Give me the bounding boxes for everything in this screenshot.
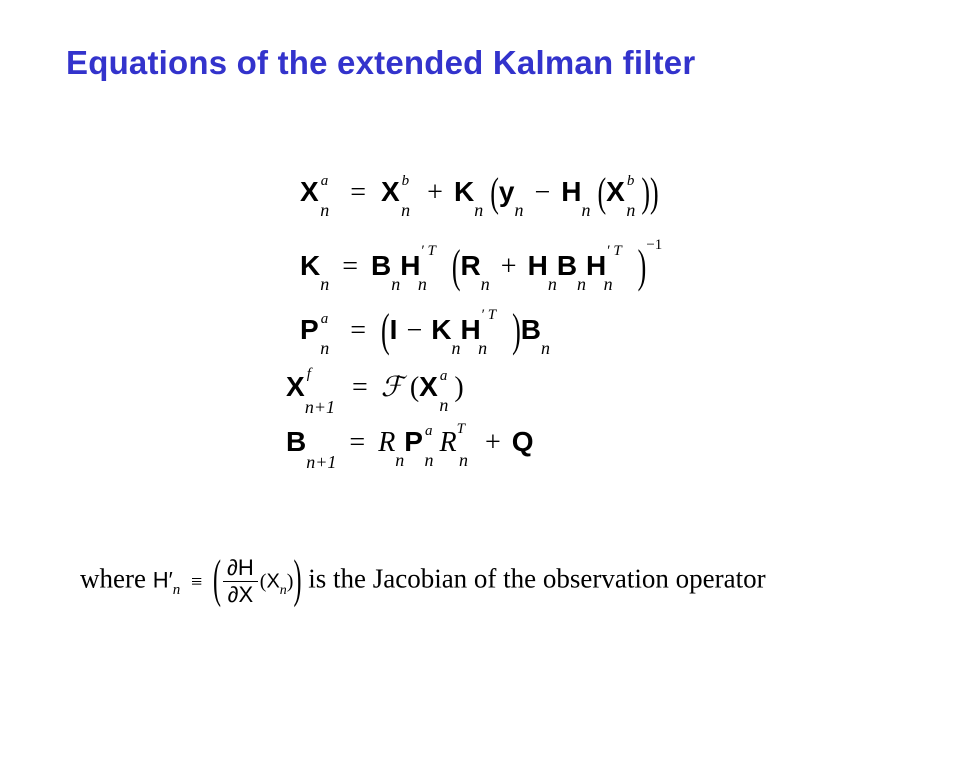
equiv-sign: ≡ bbox=[190, 570, 203, 593]
eq3-lhs: P bbox=[300, 314, 319, 345]
jacobian-symbol: H′ bbox=[152, 567, 173, 593]
equation-analysis-state: X $^a_n$ = X $^b_n + K_n$ ($y_n - H_n$ (X $^b_n$ )) bbox=[300, 169, 659, 220]
where-word: where bbox=[80, 563, 146, 594]
equation-kalman-gain: $K_n = B_nH^{' T}_n$ ($R_n + H_nB_nH^{' T}_n$ )$^{-1}$ bbox=[300, 236, 663, 294]
partial-derivative bbox=[223, 555, 258, 608]
eq4-lhs: X bbox=[286, 371, 305, 402]
partial-numerator: ∂H bbox=[223, 555, 258, 582]
jacobian-arg-sub: n bbox=[279, 583, 287, 599]
jacobian-sub: n bbox=[172, 582, 181, 599]
eq2-lhs: K bbox=[300, 250, 321, 281]
equation-analysis-covariance: P $^a_n = (I - K_nH^{' T}_n$ )$B_n$ bbox=[300, 304, 550, 358]
jacobian-description: is the Jacobian of the observation operator bbox=[308, 563, 766, 594]
slide-title: Equations of the extended Kalman filter bbox=[66, 44, 696, 81]
partial-denominator: ∂X bbox=[227, 582, 254, 607]
jacobian-definition: where $H'_n$ ≡ ( $\frac{\partial H}{\partial X}$ $(X_n)$) is the Jacobian of the observation operator bbox=[80, 551, 766, 609]
equation-forecast-state: X $^f_{n+1}$ = ℱ (X $^a_n$) bbox=[286, 365, 464, 417]
jacobian-arg: X bbox=[266, 570, 280, 593]
eq5-lhs: B bbox=[286, 426, 307, 457]
eq1-lhs: X bbox=[300, 176, 319, 207]
equation-forecast-covariance: $B_{n+1} = R_nP$ $^a_nR^T_n + Q$ bbox=[286, 420, 534, 472]
